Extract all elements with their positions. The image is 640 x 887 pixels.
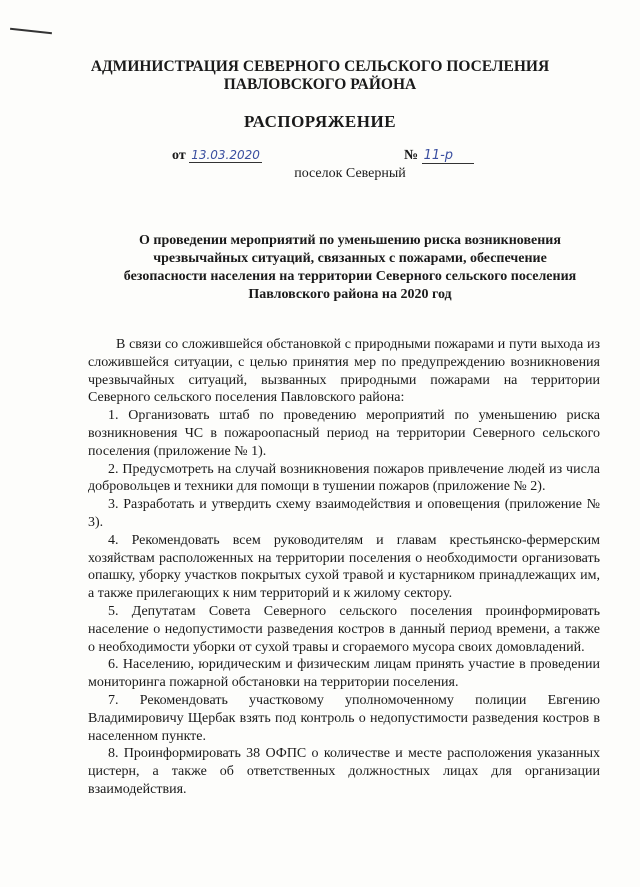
list-item: 1. Организовать штаб по проведению мероприятий по уменьшению риска возникновения ЧС в пожароопасный период на территории Северного сельского поселения (приложение № 1). [88, 408, 600, 459]
subject-line: О проведении мероприятий по уменьшению риска возникновения [139, 233, 561, 248]
list-item: 4. Рекомендовать всем руководителям и главам крестьянско-фермерским хозяйствам расположенных на территории поселения о необходимости организовать опашку, уборку участков покрытых сухой травой и кустарником принадлежащих им, а также прилегающих к ним территорий и к жилому сектору. [88, 532, 600, 602]
list-item: 3. Разработать и утвердить схему взаимодействия и оповещения (приложение № 3). [88, 497, 600, 530]
header-line-1: АДМИНИСТРАЦИЯ СЕВЕРНОГО СЕЛЬСКОГО ПОСЕЛЕНИЯ [90, 58, 550, 75]
date-value: 13.03.2020 [191, 148, 260, 162]
header-line-2: ПАВЛОВСКОГО РАЙОНА [223, 76, 417, 93]
list-item: 2. Предусмотреть на случай возникновения пожаров привлечение людей из числа добровольцев и техники для помощи в тушении пожаров (приложение № 2). [88, 461, 600, 495]
list-item: 7. Рекомендовать участковому уполномоченному полиции Евгению Владимировичу Щербак взять под контроль о недопустимости разведения костров в населенном пункте. [88, 692, 600, 744]
number-label: № [404, 148, 419, 163]
list-item: 5. Депутатам Совета Северного сельского поселения проинформировать население о недопустимости разведения костров в данный период времени, а также о необходимости уборки от сухой травы и сгораемого мусора своих домовладений. [88, 603, 600, 655]
number-block [404, 148, 474, 164]
date-number-row [172, 148, 502, 164]
list-item: 6. Населению, юридическим и физическим лицам принять участие в проведении мониторинга пожарной обстановки на территории поселения. [88, 657, 600, 691]
date-label: от [172, 148, 186, 163]
document-title: РАСПОРЯЖЕНИЕ [243, 112, 397, 131]
intro-paragraph: В связи со сложившейся обстановкой с природными пожарами и пути выхода из сложившейся ситуации, с целью принятия мер по предупреждению возникновения чрезвычайных ситуаций, вызванных природными пожарами на территории Северного сельского поселения Павловского района: [88, 337, 600, 406]
scan-mark [10, 28, 52, 34]
document-body [88, 336, 600, 799]
place-name: поселок Северный [294, 166, 406, 181]
subject-line: чрезвычайных ситуаций, связанных с пожарами, обеспечение [153, 251, 547, 266]
list-item: 8. Проинформировать 38 ОФПС о количестве и месте расположения указанных цистерн, а также об ответственных должностных лицах для организации взаимодействия. [88, 746, 600, 797]
document-header [0, 58, 640, 94]
number-value: 11-р [422, 148, 474, 164]
subject-line: безопасности населения на территории Северного сельского поселения [123, 269, 577, 284]
document-subject [90, 232, 610, 304]
subject-line: Павловского района на 2020 год [248, 287, 452, 302]
